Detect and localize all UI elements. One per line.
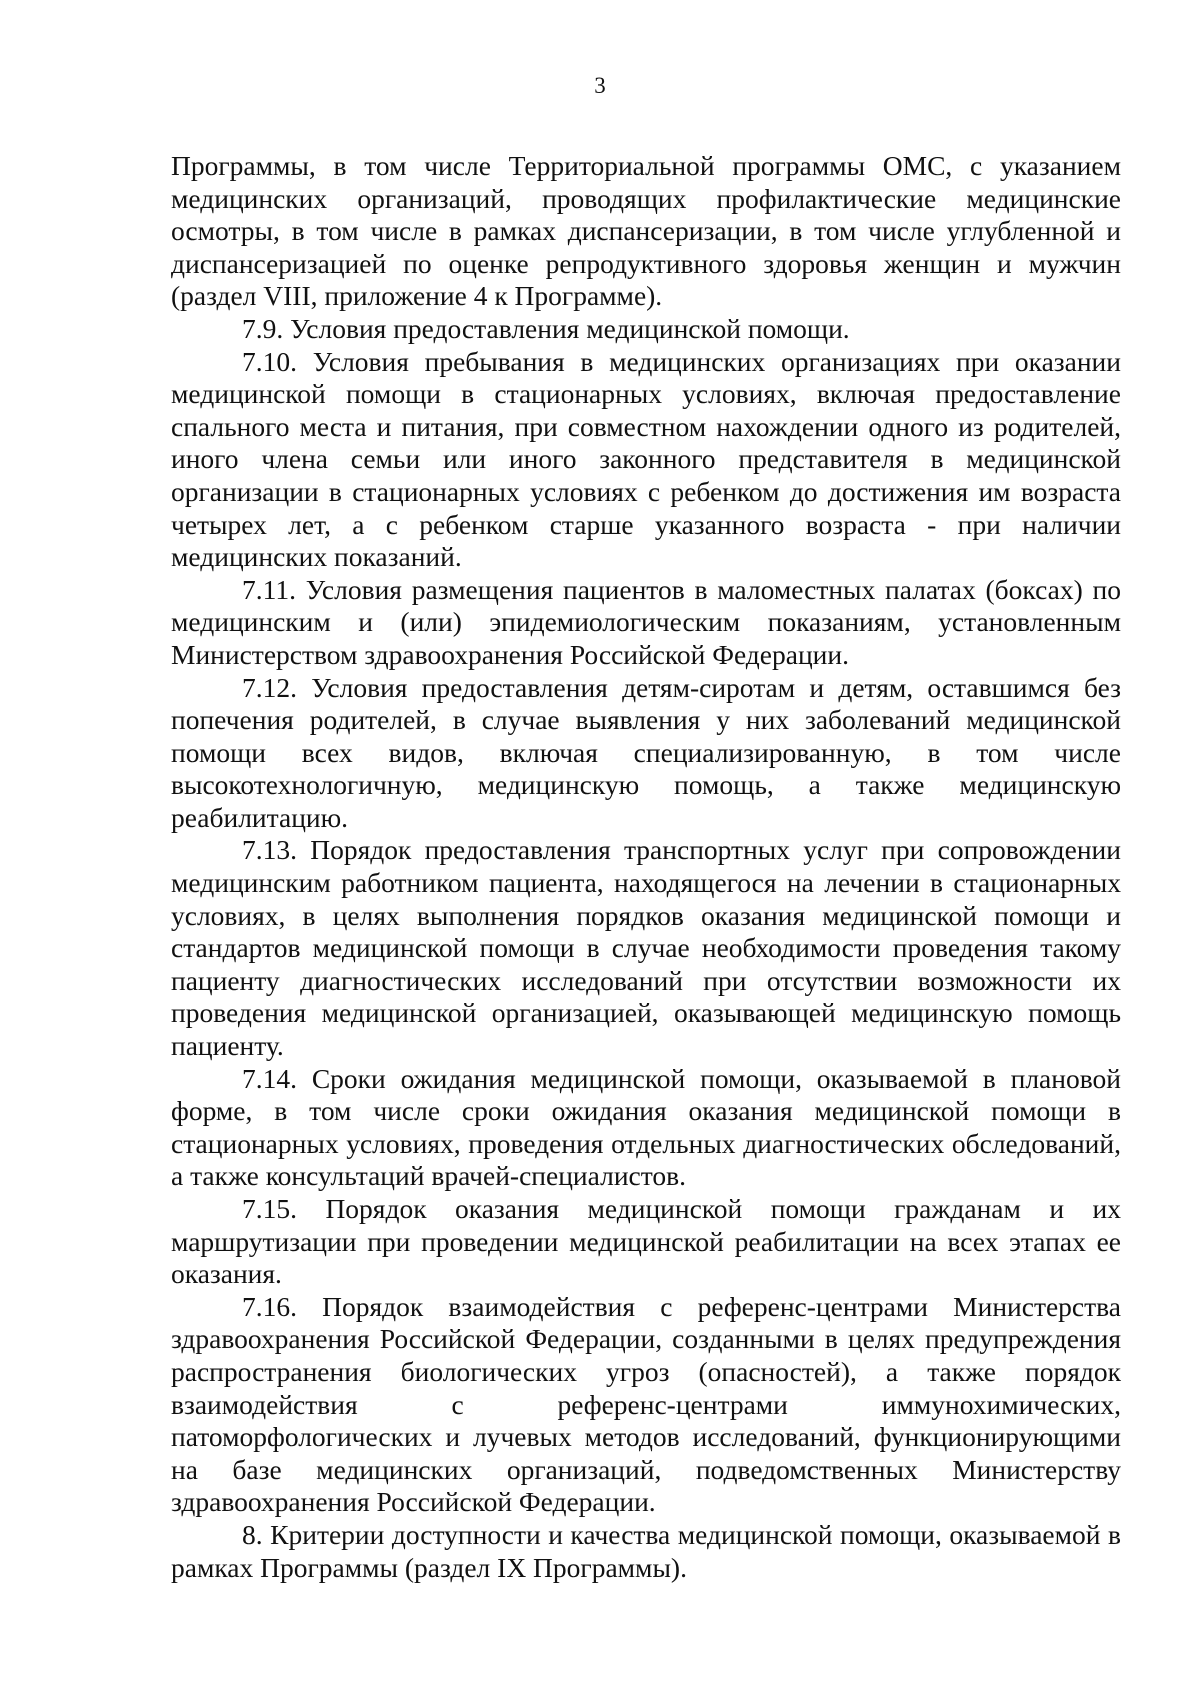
paragraph-7-11: 7.11. Условия размещения пациентов в маломестных палатах (боксах) по медицинским и (или) эпидемиологическим показаниям, установленным Министерством здравоохранения Российской Федерации.: [171, 573, 1121, 670]
paragraph-8: 8. Критерии доступности и качества медицинской помощи, оказываемой в рамках Программы (раздел IX Программы).: [171, 1518, 1121, 1583]
paragraph-7-13: 7.13. Порядок предоставления транспортных услуг при сопровождении медицинским работником пациента, находящегося на лечении в стационарных условиях, в целях выполнения порядков оказания медицинской помощи и стандартов медицинской помощи в случае необходимости проведения такому пациенту диагностических исследований при отсутствии возможности их проведения медицинской организацией, оказывающей медицинскую помощь пациенту.: [171, 834, 1121, 1062]
document-body: [171, 150, 1121, 1584]
paragraph-7-16: 7.16. Порядок взаимодействия с референс-центрами Министерства здравоохранения Российской Федерации, созданными в целях предупреждения распространения биологических угроз (опасностей), а также порядок взаимодействия с референс-центрами иммунохимических, патоморфологических и лучевых методов исследований, функционирующими на базе медицинских организаций, подведомственных Министерству здравоохранения Российской Федерации.: [171, 1290, 1121, 1518]
paragraph-continuation: Программы, в том числе Территориальной программы ОМС, с указанием медицинских организаций, проводящих профилактические медицинские осмотры, в том числе в рамках диспансеризации, в том числе углубленной и диспансеризацией по оценке репродуктивного здоровья женщин и мужчин (раздел VIII, приложение 4 к Программе).: [171, 150, 1121, 312]
paragraph-7-10: 7.10. Условия пребывания в медицинских организациях при оказании медицинской помощи в стационарных условиях, включая предоставление спального места и питания, при совместном нахождении одного из родителей, иного члена семьи или иного законного представителя в медицинской организации в стационарных условиях с ребенком до достижения им возраста четырех лет, а с ребенком старше указанного возраста - при наличии медицинских показаний.: [171, 345, 1121, 573]
paragraph-7-14: 7.14. Сроки ожидания медицинской помощи, оказываемой в плановой форме, в том числе сроки ожидания оказания медицинской помощи в стационарных условиях, проведения отдельных диагностических обследований, а также консультаций врачей-специалистов.: [171, 1062, 1121, 1192]
page-number: 3: [594, 73, 606, 98]
paragraph-7-12: 7.12. Условия предоставления детям-сиротам и детям, оставшимся без попечения родителей, в случае выявления у них заболеваний медицинской помощи всех видов, включая специализированную, в том числе высокотехнологичную, медицинскую помощь, а также медицинскую реабилитацию.: [171, 671, 1121, 833]
paragraph-7-15: 7.15. Порядок оказания медицинской помощи гражданам и их маршрутизации при проведении медицинской реабилитации на всех этапах ее оказания.: [171, 1193, 1121, 1290]
paragraph-7-9: 7.9. Условия предоставления медицинской помощи.: [242, 312, 850, 344]
